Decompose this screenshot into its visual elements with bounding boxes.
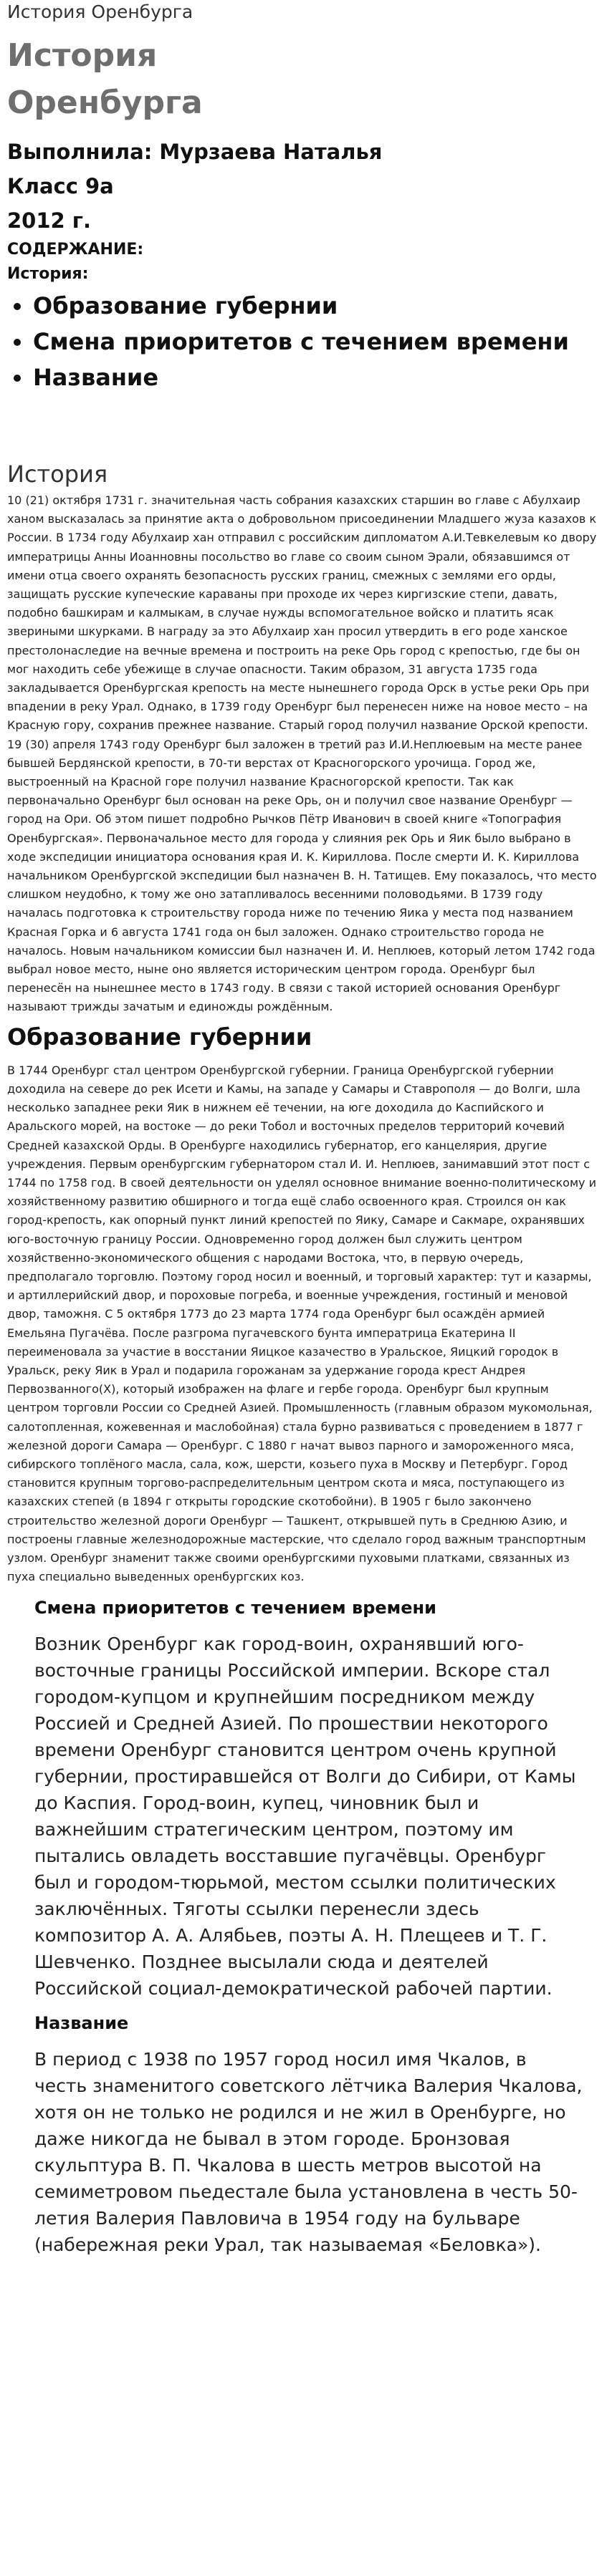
history-heading: История	[7, 460, 108, 488]
toc-item-priorities: • Смена приоритетов с течением времени	[33, 324, 598, 360]
table-of-contents	[7, 288, 598, 395]
contents-sublabel: История:	[7, 265, 89, 283]
province-paragraph: В 1744 Оренбург стал центром Оренбургской губернии. Граница Оренбургской губернии доходила на севере до рек Исети и Камы, на западе у Самары и Ставрополя — до Волги, шла несколько западнее реки Яик в нижнем её течении, на юге доходила до Каспийского и Аральского морей, на востоке — до реки Тобол и восточных пределов территорий кочевий Средней казахской Орды. В Оренбурге находились губернатор, его канцелярия, другие учреждения. Первым оренбургским губернатором стал И. И. Неплюев, занимавший этот пост с 1744 по 1758 год. В своей деятельности он уделял основное внимание военно-политическому и хозяйственному развитию обширного и тогда ещё слабо освоенного края. Строился он как город-крепость, как опорный пункт линий крепостей по Яику, Самаре и Сакмаре, охранявших юго-восточную границу России. Одновременно город должен был служить центром хозяйственно-экономического общения с народами Востока, что, в первую очередь, предполагало торговлю. Поэтому город носил и военный, и торговый характер: тут и казармы, и артиллерийский двор, и пороховые погреба, и военные учреждения, гостиный и меновой двор, таможня. С 5 октября 1773 до 23 марта 1774 года Оренбург был осаждён армией Емельяна Пугачёва. После разгрома пугачевского бунта императрица Екатерина II переименовала за участие в восстании Яицкое казачество в Уральское, Яицкий городок в Уральск, реку Яик в Урал и подарила горожанам за удержание города крест Андрея Первозванного(Х), который изображен на флаге и гербе города. Оренбург был крупным центром торговли России со Средней Азией. Промышленность (главным образом мукомольная, салотопленная, кожевенная и маслобойная) стала бурно развиваться с проведением в 1877 г железной дороги Самара — Оренбург. С 1880 г начат вывоз парного и замороженного мяса, сибирского топлёного масла, сала, кож, шерсти, козьего пуха в Москву и Петербург. Город становится крупным торгово-распределительным центром скота и мяса, поступающего из казахских степей (в 1894 г открыты городские скотобойни). В 1905 г было закончено строительство железной дороги Оренбург — Ташкент, открывшей путь в Среднюю Азию, и построены главные железнодорожные мастерские, что сделало город важным транспортным узлом. Оренбург знаменит также своими оренбургскими пуховыми платками, связанных из пуха специально выведенных оренбургских коз.	[7, 1063, 596, 1584]
province-heading: Образование губернии	[7, 1023, 312, 1051]
naming-heading: Название	[34, 2013, 129, 2034]
class-heading: Класс 9а	[7, 174, 114, 198]
history-paragraph: 10 (21) октября 1731 г. значительная часть собрания казахских старшин во главе с Абулхаир ханом высказалась за принятие акта о добровольном присоединении Младшего жуза казахов к России. В 1734 году Абулхаир хан отправил с российским дипломатом А.И.Тевкелевым ко двору императрицы Анны Иоанновны посольство во главе со своим сыном Эрали, обязавшимся от имени отца своего охранять безопасность русских границ, смежных с землями его орды, защищать русские купеческие караваны при проходе их через киргизские степи, давать, подобно башкирам и калмыкам, в случае нужды вспомогательное войско и платить ясак звериными шкурками. В награду за это Абулхаир хан просил утвердить в его роде ханское престолонаследие на вечные времена и построить на реке Орь город с крепостью, где бы он мог находить себе убежище в случае опасности. Таким образом, 31 августа 1735 года закладывается Оренбургская крепость на месте нынешнего города Орск в устье реки Орь при впадении в реку Урал. Однако, в 1739 году Оренбург был перенесен ниже на новое место – на Красную гору, сохранив прежнее название. Старый город получил название Орской крепости. 19 (30) апреля 1743 году Оренбург был заложен в третий раз И.И.Неплюевым на месте ранее бывшей Бердянской крепости, в 70-ти верстах от Красногорского урочища. Город же, выстроенный на Красной горе получил название Красногорской крепости. Так как первоначально Оренбург был основан на реке Орь, он и получил свое название Оренбург — город на Ори. Об этом пишет подробно Рычков Пётр Иванович в своей книге «Топография Оренбургская». Первоначальное место для города у слияния рек Орь и Яик было выбрано в ходе экспедиции инициатора основания края И. К. Кириллова. После смерти И. К. Кириллова начальником Оренбургской экспедиции был назначен В. Н. Татищев. Ему показалось, что место слишком неудобно, к тому же оно затапливалось весенними половодьями. В 1739 году началась подготовка к строительству города ниже по течению Яика у места под названием Красная Горка и 6 августа 1741 года он был заложен. Однако строительство города не началось. Новым начальником комиссии был назначен И. И. Неплюев, который летом 1742 года выбрал новое место, ныне оно является историческим центром города. Оренбург был перенесён на нынешнее место в 1743 году. В связи с такой историей основания Оренбург называют трижды зачатым и единожды рождённым.	[7, 493, 597, 1014]
main-title-line-2: Оренбурга	[7, 85, 203, 121]
author-heading: Выполнила: Мурзаева Наталья	[7, 140, 383, 164]
priorities-heading: Смена приоритетов с течением времени	[34, 1598, 436, 1619]
contents-label: СОДЕРЖАНИЕ:	[7, 241, 144, 259]
priorities-section	[7, 1595, 598, 2002]
priorities-paragraph: Возник Оренбург как город-воин, охранявший юго-восточные границы Российской империи. Вскоре стал городом-купцом и крупнейшим посредником между Россией и Средней Азией. По прошествии некоторого времени Оренбург становится центром очень крупной губернии, простиравшейся от Волги до Сибири, от Камы до Каспия. Город-воин, купец, чиновник был и важнейшим стратегическим центром, поэтому им пытались овладеть восставшие пугачёвцы. Оренбург был и городом-тюрьмой, местом ссылки политических заключённых. Тяготы ссылки перенесли здесь композитор А. А. Алябьев, поэты А. Н. Плещеев и Т. Г. Шевченко. Позднее высылали сюда и деятелей Российской социал-демократической рабочей партии.	[34, 1634, 576, 1999]
toc-item-province: • Образование губернии	[33, 288, 598, 324]
document-title: История Оренбурга	[7, 1, 193, 22]
year-heading: 2012 г.	[7, 208, 91, 233]
naming-section	[7, 2010, 598, 2258]
main-title-line-1: История	[7, 37, 158, 74]
toc-item-naming: • Название	[33, 360, 598, 395]
naming-paragraph: В период с 1938 по 1957 город носил имя Чкалов, в честь знаменитого советского лётчика Валерия Чкалова, хотя он не только не родился и не жил в Оренбурге, но даже никогда не бывал в этом городе. Бронзовая скульптура В. П. Чкалова в шесть метров высотой на семиметровом пьедестале была установлена в честь 50-летия Валерия Павловича в 1954 году на бульваре (набережная реки Урал, так называемая «Беловка»).	[34, 2049, 583, 2256]
